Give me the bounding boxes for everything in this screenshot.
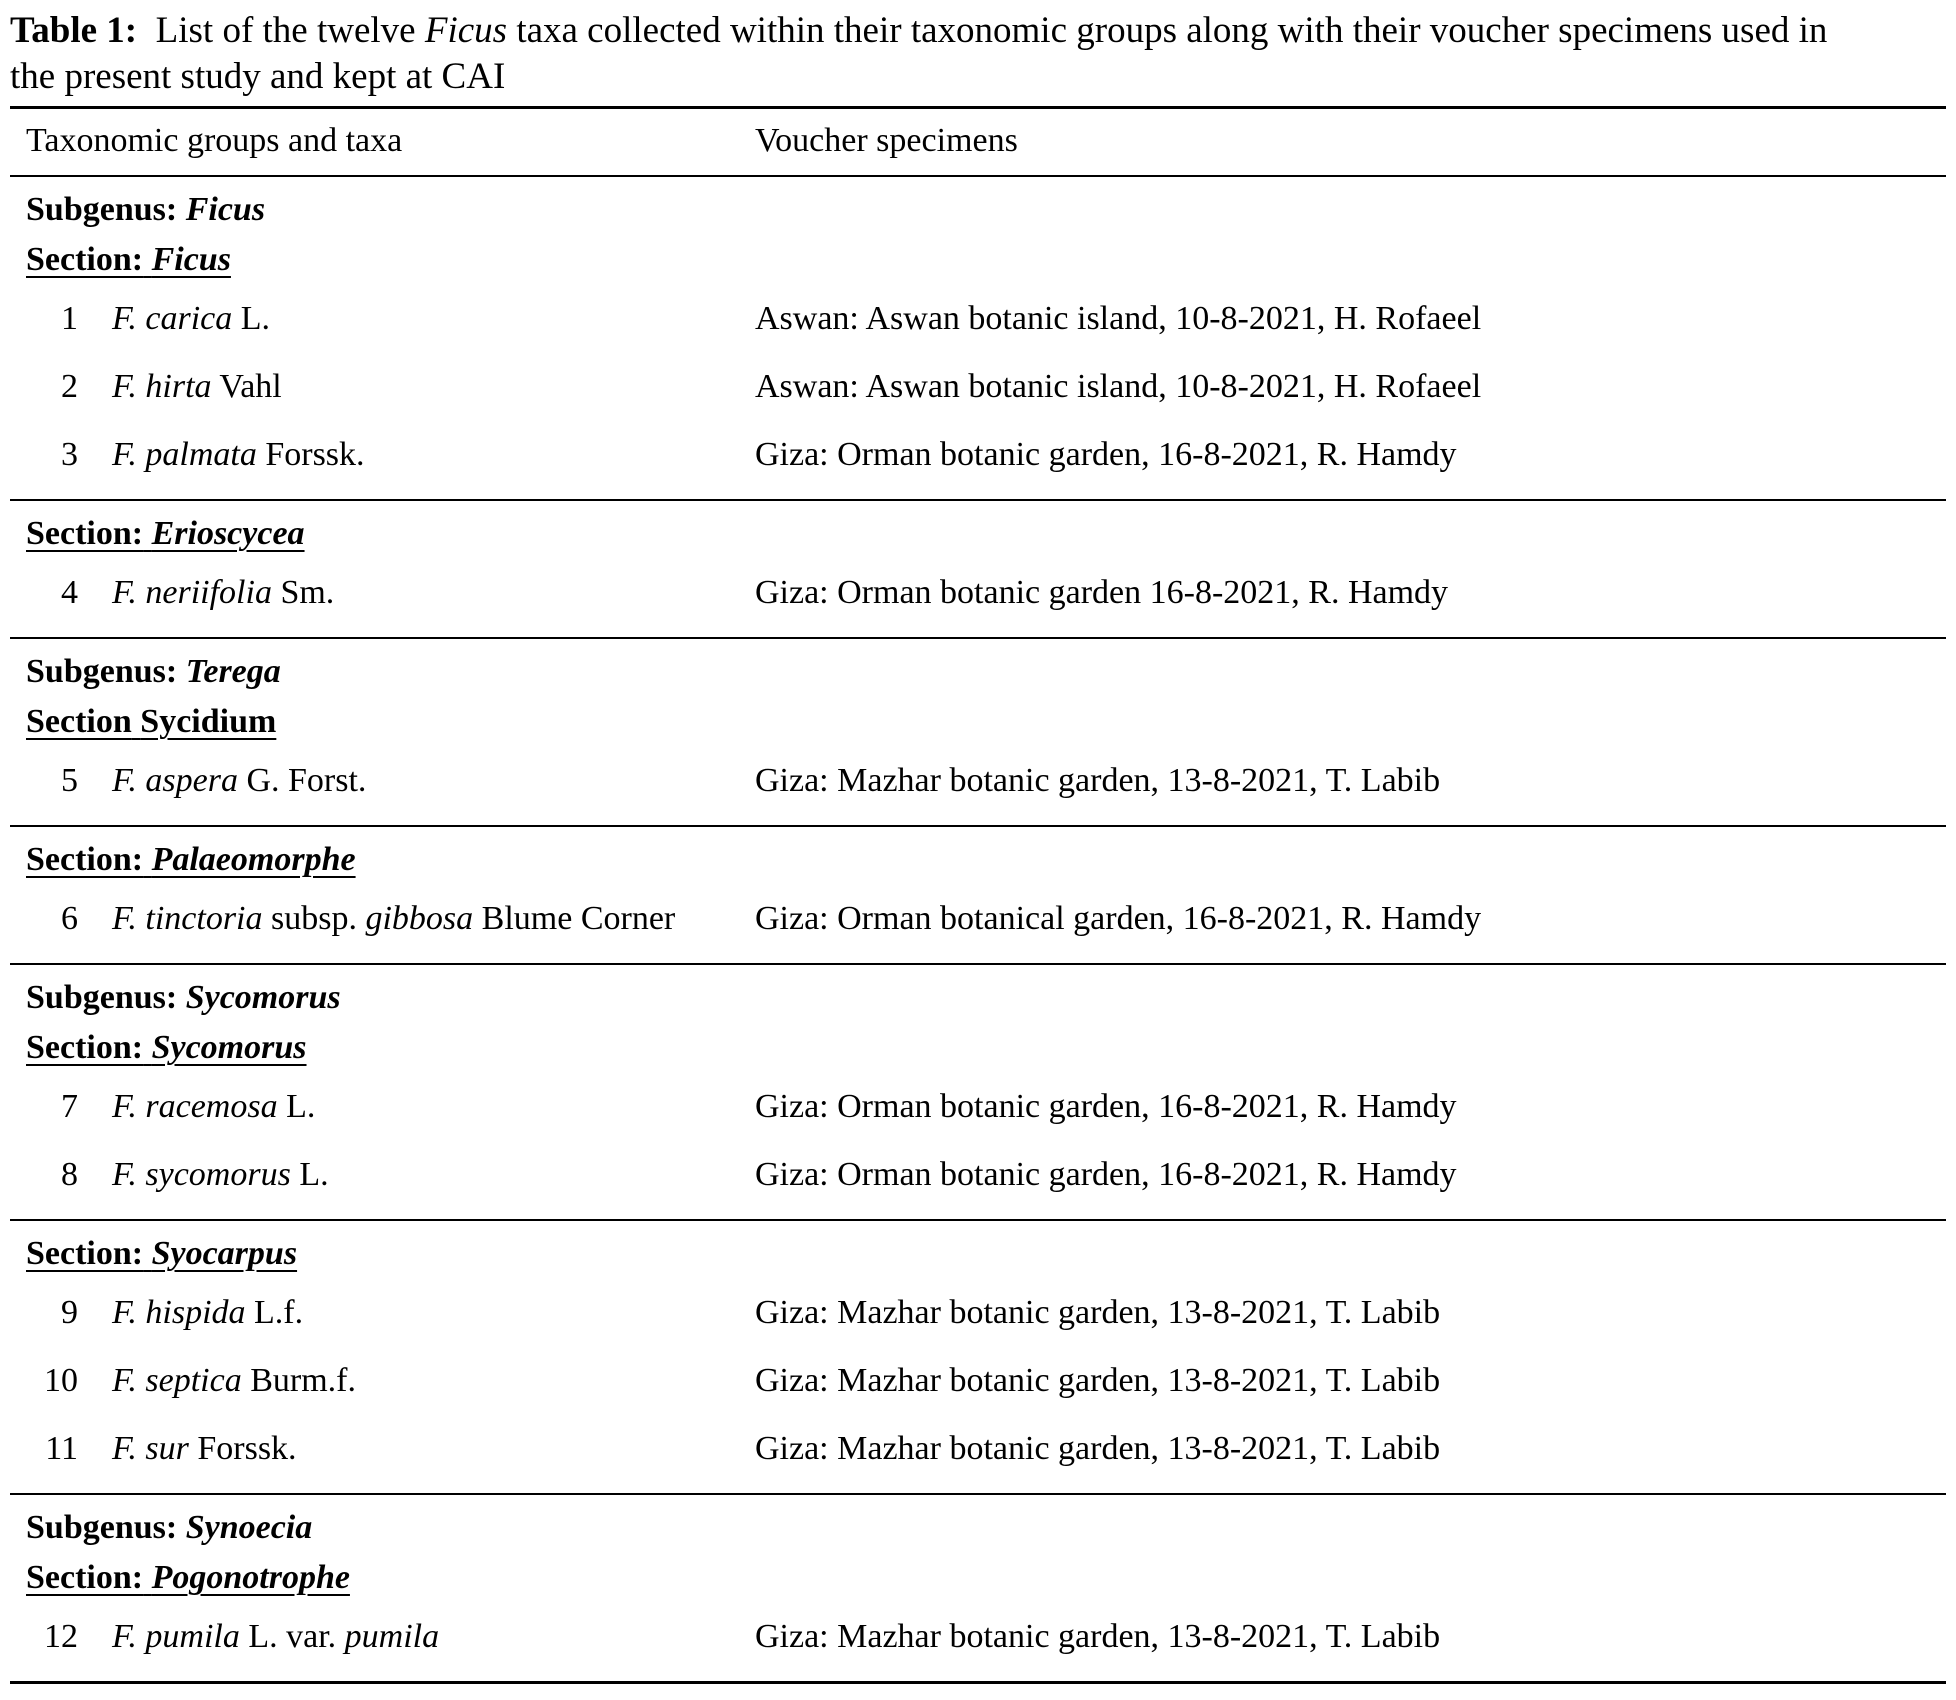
species-epithet: F. sur [112, 1430, 189, 1467]
author-citation: Blume Corner [481, 900, 676, 937]
heading-prefix: Subgenus: [26, 191, 178, 228]
species-epithet: F. aspera [112, 762, 238, 799]
species-epithet: F. hispida [112, 1294, 246, 1331]
author-citation: L. [240, 300, 271, 337]
table-row [10, 421, 1946, 489]
author-citation: Vahl [219, 368, 282, 405]
heading-prefix: Subgenus: [26, 653, 178, 690]
voucher-specimen: Giza: Mazhar botanic garden, 13-8-2021, T. Labib [755, 762, 1441, 799]
group-section-erioscycea [10, 501, 1946, 639]
author-citation: L. [299, 1156, 329, 1193]
heading-name: Ficus [151, 241, 231, 278]
underlined-heading [26, 703, 276, 740]
author-citation: Forssk. [197, 1430, 297, 1467]
species-epithet: F. sycomorus [112, 1156, 291, 1193]
heading-prefix: Section: [26, 1029, 144, 1066]
heading-name: Ficus [185, 191, 266, 228]
author-citation: L.f. [254, 1294, 304, 1331]
subgenus-heading [10, 1503, 1946, 1553]
row-number: 9 [61, 1294, 78, 1331]
heading-name: Terega [185, 653, 281, 690]
taxon-name [78, 1291, 755, 1335]
caption-text-pre: List of the twelve [155, 10, 416, 51]
row-number: 12 [44, 1618, 78, 1655]
caption-text-post: taxa collected within their taxonomic groups along with their voucher specimens used in the present study and kept at CAI [10, 10, 1828, 97]
voucher-specimen: Giza: Orman botanic garden, 16-8-2021, R. Hamdy [755, 1088, 1457, 1125]
author-citation: Sm. [280, 574, 335, 611]
infraspecific-epithet: pumila [344, 1618, 440, 1655]
infraspecific-rank: L. var. [248, 1618, 337, 1655]
group-subgenus-sycomorus [10, 965, 1946, 1221]
section-heading [10, 509, 1946, 559]
table-row [10, 1603, 1946, 1671]
taxon-name [78, 297, 755, 341]
species-epithet: F. tinctoria [112, 900, 263, 937]
heading-name: Pogonotrophe [151, 1559, 350, 1596]
row-number: 11 [45, 1430, 78, 1467]
heading-name: Sycomorus [185, 979, 341, 1016]
section-heading [10, 1553, 1946, 1603]
species-epithet: F. palmata [112, 436, 257, 473]
taxon-name [78, 759, 755, 803]
taxon-name [78, 1427, 755, 1471]
section-heading [10, 235, 1946, 285]
heading-prefix: Subgenus: [26, 979, 178, 1016]
table-row [10, 885, 1946, 953]
table-row [10, 1073, 1946, 1141]
voucher-specimen: Giza: Mazhar botanic garden, 13-8-2021, T. Labib [755, 1430, 1441, 1467]
taxa-table [10, 106, 1946, 1684]
subgenus-heading [10, 973, 1946, 1023]
heading-prefix: Section [26, 703, 132, 740]
voucher-specimen: Giza: Mazhar botanic garden, 13-8-2021, T. Labib [755, 1618, 1441, 1655]
group-section-palaeomorphe [10, 827, 1946, 965]
author-citation: G. Forst. [246, 762, 367, 799]
row-number: 5 [61, 762, 78, 799]
row-number: 4 [61, 574, 78, 611]
table-row [10, 1279, 1946, 1347]
underlined-heading [26, 241, 231, 278]
infraspecific-rank: subsp. [271, 900, 357, 937]
species-epithet: F. neriifolia [112, 574, 272, 611]
species-epithet: F. hirta [112, 368, 212, 405]
row-number: 10 [44, 1362, 78, 1399]
section-heading [10, 697, 1946, 747]
underlined-heading [26, 841, 356, 878]
row-number: 8 [61, 1156, 78, 1193]
heading-prefix: Section: [26, 1235, 144, 1272]
table-row [10, 1141, 1946, 1209]
table-header-row [10, 109, 1946, 177]
table-row [10, 353, 1946, 421]
taxon-name [78, 1359, 755, 1403]
heading-prefix: Section: [26, 241, 144, 278]
heading-prefix: Section: [26, 841, 144, 878]
heading-prefix: Subgenus: [26, 1509, 178, 1546]
underlined-heading [26, 1029, 307, 1066]
voucher-specimen: Giza: Mazhar botanic garden, 13-8-2021, T. Labib [755, 1294, 1441, 1331]
row-number: 3 [61, 436, 78, 473]
group-subgenus-ficus [10, 177, 1946, 501]
row-number: 6 [61, 900, 78, 937]
row-number: 7 [61, 1088, 78, 1125]
taxon-name [78, 571, 755, 615]
voucher-specimen: Giza: Mazhar botanic garden, 13-8-2021, T. Labib [755, 1362, 1441, 1399]
heading-prefix: Section: [26, 1559, 144, 1596]
caption-genus: Ficus [424, 10, 508, 51]
row-number: 2 [61, 368, 78, 405]
author-citation: Burm.f. [250, 1362, 356, 1399]
author-citation: Forssk. [265, 436, 365, 473]
heading-name: Sycidium [140, 703, 277, 740]
table-row [10, 1415, 1946, 1483]
group-subgenus-synoecia [10, 1495, 1946, 1681]
species-epithet: F. racemosa [112, 1088, 278, 1125]
row-number: 1 [61, 300, 78, 337]
caption-label: Table 1: [10, 10, 138, 51]
author-citation: L. [286, 1088, 316, 1125]
voucher-specimen: Giza: Orman botanic garden, 16-8-2021, R. Hamdy [755, 1156, 1457, 1193]
section-heading [10, 1023, 1946, 1073]
subgenus-heading [10, 647, 1946, 697]
heading-name: Palaeomorphe [151, 841, 356, 878]
species-epithet: F. pumila [112, 1618, 240, 1655]
infraspecific-epithet: gibbosa [365, 900, 474, 937]
table-row [10, 559, 1946, 627]
voucher-specimen: Aswan: Aswan botanic island, 10-8-2021, H. Rofaeel [755, 368, 1482, 405]
table-row [10, 747, 1946, 815]
group-section-syocarpus [10, 1221, 1946, 1495]
taxon-name [78, 1153, 755, 1197]
table-caption [10, 8, 1860, 100]
voucher-specimen: Giza: Orman botanic garden, 16-8-2021, R. Hamdy [755, 436, 1457, 473]
species-epithet: F. septica [112, 1362, 242, 1399]
voucher-specimen: Giza: Orman botanic garden 16-8-2021, R. Hamdy [755, 574, 1449, 611]
group-subgenus-terega [10, 639, 1946, 827]
heading-name: Sycomorus [151, 1029, 307, 1066]
section-heading [10, 835, 1946, 885]
heading-name: Syocarpus [151, 1235, 298, 1272]
taxon-name [78, 433, 755, 477]
underlined-heading [26, 1559, 350, 1596]
column-header-taxa: Taxonomic groups and taxa [26, 122, 403, 159]
heading-name: Synoecia [185, 1509, 313, 1546]
taxon-name [78, 1085, 755, 1129]
taxon-name [78, 1615, 755, 1659]
taxon-name [78, 365, 755, 409]
species-epithet: F. carica [112, 300, 233, 337]
section-heading [10, 1229, 1946, 1279]
taxon-name [78, 897, 755, 941]
subgenus-heading [10, 185, 1946, 235]
underlined-heading [26, 1235, 297, 1272]
voucher-specimen: Giza: Orman botanical garden, 16-8-2021, R. Hamdy [755, 900, 1482, 937]
column-header-voucher: Voucher specimens [755, 122, 1018, 159]
table-row [10, 1347, 1946, 1415]
underlined-heading [26, 515, 305, 552]
table-row [10, 285, 1946, 353]
heading-name: Erioscycea [151, 515, 305, 552]
heading-prefix: Section: [26, 515, 144, 552]
voucher-specimen: Aswan: Aswan botanic island, 10-8-2021, H. Rofaeel [755, 300, 1482, 337]
